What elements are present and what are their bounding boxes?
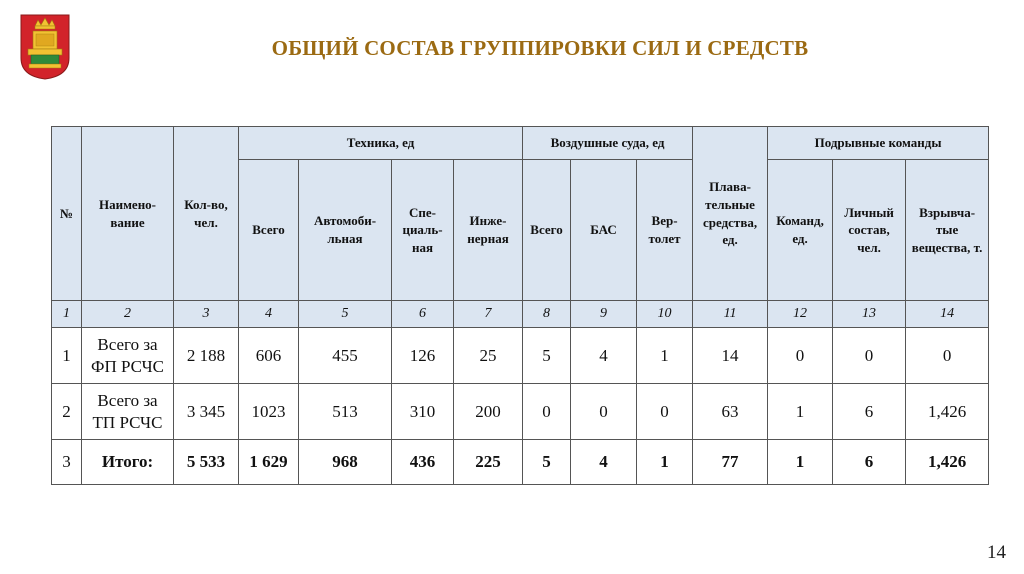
header-name: Наимено-вание [82, 127, 174, 301]
forces-composition-table [51, 126, 989, 485]
cell-tech-total: 606 [239, 328, 299, 384]
header-air-bas: БАС [571, 160, 637, 301]
row-index: 1 [52, 328, 82, 384]
row-name: Всего за ТП РСЧС [82, 384, 174, 440]
cell-demo-explosives: 0 [906, 328, 989, 384]
table-row-total [52, 440, 989, 485]
cell-count: 5 533 [174, 440, 239, 485]
column-number: 5 [299, 301, 392, 328]
page-number: 14 [987, 542, 1006, 563]
cell-air-heli: 1 [637, 440, 693, 485]
cell-tech-engineer: 200 [454, 384, 523, 440]
column-number: 7 [454, 301, 523, 328]
cell-tech-total: 1023 [239, 384, 299, 440]
row-name: Итого: [82, 440, 174, 485]
header-demo-personnel: Личный состав, чел. [833, 160, 906, 301]
header-row-groups [52, 127, 989, 160]
coat-of-arms-icon [20, 14, 70, 80]
cell-count: 2 188 [174, 328, 239, 384]
cell-tech-auto: 968 [299, 440, 392, 485]
row-index: 2 [52, 384, 82, 440]
cell-tech-special: 126 [392, 328, 454, 384]
header-num: № [52, 127, 82, 301]
header-demo-teams: Команд, ед. [768, 160, 833, 301]
header-air-group: Воздушные суда, ед [523, 127, 693, 160]
column-number: 9 [571, 301, 637, 328]
cell-air-bas: 0 [571, 384, 637, 440]
cell-tech-engineer: 225 [454, 440, 523, 485]
column-number: 1 [52, 301, 82, 328]
header-air-total: Всего [523, 160, 571, 301]
cell-watercraft: 63 [693, 384, 768, 440]
column-number: 13 [833, 301, 906, 328]
cell-demo-teams: 1 [768, 384, 833, 440]
column-number: 11 [693, 301, 768, 328]
column-number: 12 [768, 301, 833, 328]
cell-air-bas: 4 [571, 440, 637, 485]
cell-demo-explosives: 1,426 [906, 440, 989, 485]
header-demo-explosives: Взрывча-тые вещества, т. [906, 160, 989, 301]
cell-demo-explosives: 1,426 [906, 384, 989, 440]
cell-tech-special: 436 [392, 440, 454, 485]
table-row-fp-rschs [52, 328, 989, 384]
cell-air-total: 5 [523, 440, 571, 485]
cell-air-bas: 4 [571, 328, 637, 384]
cell-tech-engineer: 25 [454, 328, 523, 384]
coat-of-arms-emblem [20, 14, 70, 80]
cell-demo-teams: 1 [768, 440, 833, 485]
cell-tech-total: 1 629 [239, 440, 299, 485]
column-number: 2 [82, 301, 174, 328]
header-count: Кол-во, чел. [174, 127, 239, 301]
column-number: 8 [523, 301, 571, 328]
cell-watercraft: 14 [693, 328, 768, 384]
cell-air-total: 5 [523, 328, 571, 384]
column-number: 6 [392, 301, 454, 328]
column-number: 10 [637, 301, 693, 328]
cell-demo-teams: 0 [768, 328, 833, 384]
cell-count: 3 345 [174, 384, 239, 440]
header-air-heli: Вер-толет [637, 160, 693, 301]
cell-demo-personnel: 6 [833, 440, 906, 485]
header-tech-engineer: Инже-нерная [454, 160, 523, 301]
column-number: 3 [174, 301, 239, 328]
column-number: 14 [906, 301, 989, 328]
cell-watercraft: 77 [693, 440, 768, 485]
cell-tech-special: 310 [392, 384, 454, 440]
cell-tech-auto: 455 [299, 328, 392, 384]
cell-demo-personnel: 0 [833, 328, 906, 384]
header-tech-group: Техника, ед [239, 127, 523, 160]
column-number-row [52, 301, 989, 328]
slide-title: ОБЩИЙ СОСТАВ ГРУППИРОВКИ СИЛ И СРЕДСТВ [271, 36, 809, 60]
cell-demo-personnel: 6 [833, 384, 906, 440]
cell-air-heli: 0 [637, 384, 693, 440]
header-tech-auto: Автомоби-льная [299, 160, 392, 301]
header-watercraft: Плава-тельные средства, ед. [693, 127, 768, 301]
cell-air-heli: 1 [637, 328, 693, 384]
column-number: 4 [239, 301, 299, 328]
row-name: Всего за ФП РСЧС [82, 328, 174, 384]
cell-tech-auto: 513 [299, 384, 392, 440]
header-demo-group: Подрывные команды [768, 127, 989, 160]
table-row-tp-rschs [52, 384, 989, 440]
header-tech-special: Спе-циаль-ная [392, 160, 454, 301]
row-index: 3 [52, 440, 82, 485]
header-tech-total: Всего [239, 160, 299, 301]
cell-air-total: 0 [523, 384, 571, 440]
